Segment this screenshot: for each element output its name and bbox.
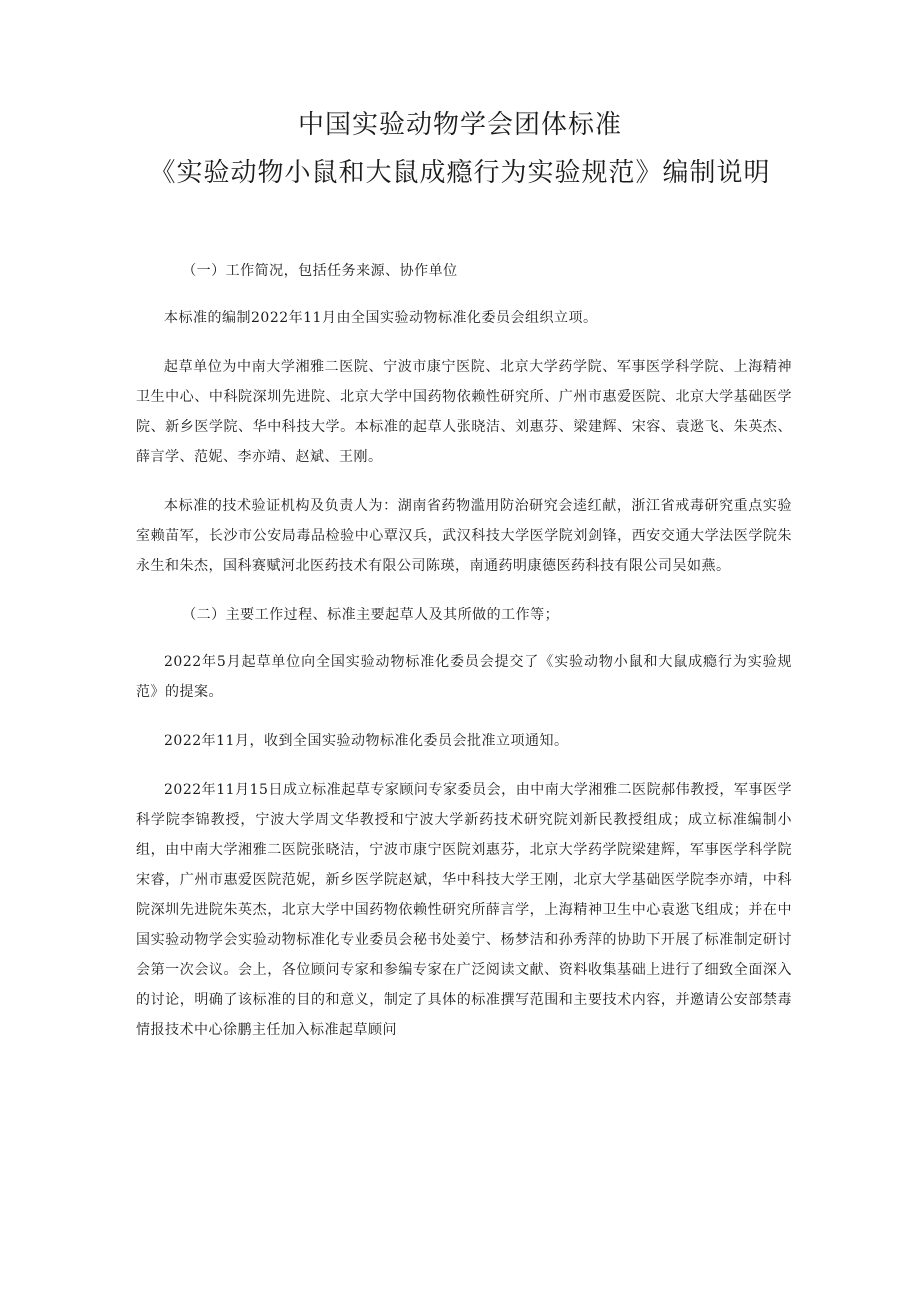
paragraph-drafting-units: 起草单位为中南大学湘雅二医院、宁波市康宁医院、北京大学药学院、军事医学科学院、上海精神卫生中心、中科院深圳先进院、北京大学中国药物依赖性研究所、广州市惠爱医院、北京大学基础医学院、新乡医学院、华中科技大学。本标准的起草人张晓洁、刘惠芬、梁建辉、宋容、袁逖飞、朱英杰、薛言学、范妮、李亦靖、赵斌、王刚。 bbox=[136, 359, 792, 465]
paragraph-committee-formation: 2022年11月15日成立标准起草专家顾问专家委员会，由中南大学湘雅二医院郝伟教授，军事医学科学院李锦教授，宁波大学周文华教授和宁波大学新药技术研究院刘新民教授组成；成立标准编制小组，由中南大学湘雅二医院张晓洁，宁波市康宁医院刘惠芬，北京大学药学院梁建辉，军事医学科学院宋睿，广州市惠爱医院范妮，新乡医学院赵斌，华中科技大学王刚，北京大学基础医学院李亦靖，中科院深圳先进院朱英杰，北京大学中国药物依赖性研究所薛言学，上海精神卫生中心袁逖飞组成；并在中国实验动物学会实验动物标准化专业委员会秘书处姜宁、杨梦洁和孙秀萍的协助下开展了标准制定研讨会第一次会议。会上，各位顾问专家和参编专家在广泛阅读文献、资料收集基础上进行了细致全面深入的讨论，明确了该标准的目的和意义，制定了具体的标准撰写范围和主要技术内容，并邀请公安部禁毒情报技术中心徐鹏主任加入标准起草顾问 bbox=[136, 782, 792, 1038]
document-title-line-1: 中国实验动物学会团体标准 bbox=[297, 110, 622, 140]
section-heading-2: （二）主要工作过程、标准主要起草人及其所做的工作等； bbox=[182, 607, 560, 623]
paragraph-verification-institutions: 本标准的技术验证机构及负责人为：湖南省药物滥用防治研究会逵红献，浙江省戒毒研究重点实验室赖苗军，长沙市公安局毒品检验中心覃汉兵，武汉科技大学医学院刘剑锋，西安交通大学法医学院朱永生和朱杰，国科赛赋河北医药技术有限公司陈瑛，南通药明康德医药科技有限公司吴如燕。 bbox=[136, 498, 792, 574]
paragraph-proposal: 2022年5月起草单位向全国实验动物标准化委员会提交了《实验动物小鼠和大鼠成瘾行为实验规范》的提案。 bbox=[136, 654, 792, 700]
document-body bbox=[136, 256, 792, 1064]
section-heading-1: （一）工作简况，包括任务来源、协作单位 bbox=[182, 263, 458, 279]
paragraph-approval-notice: 2022年11月，收到全国实验动物标准化委员会批准立项通知。 bbox=[164, 733, 569, 749]
paragraph-project-approval: 本标准的编制2022年11月由全国实验动物标准化委员会组织立项。 bbox=[164, 310, 598, 326]
document-title-line-2: 《实验动物小鼠和大鼠成瘾行为实验规范》编制说明 bbox=[149, 158, 771, 188]
